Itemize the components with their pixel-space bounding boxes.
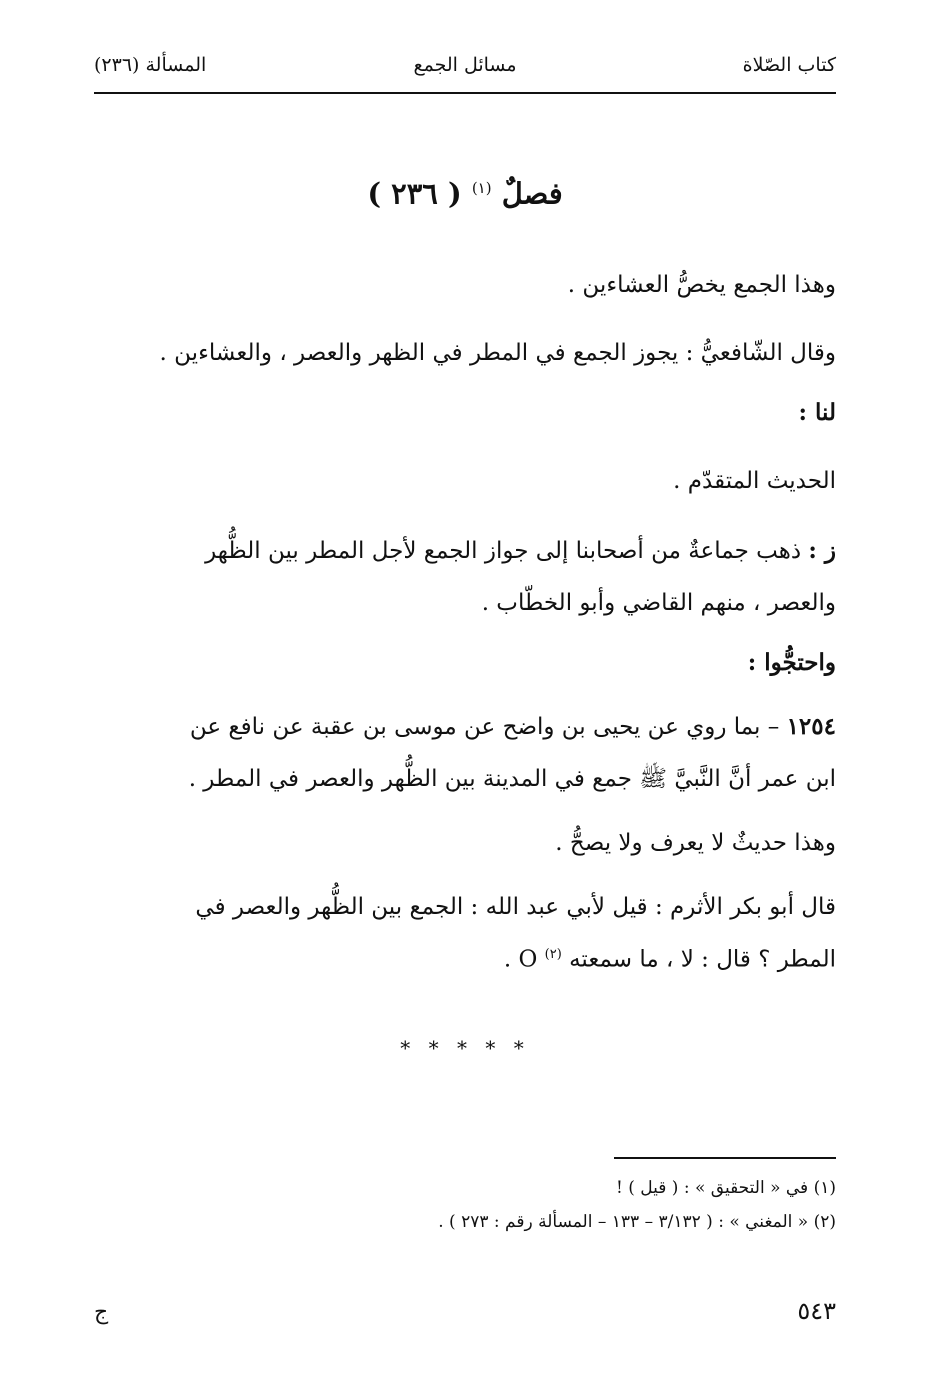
section-number: ( ٢٣٦ ) — [367, 176, 462, 211]
footnote-2: (٢) « المغني » : ( ٣/١٣٢ – ١٣٣ – المسألة رقم : ٢٧٣ ) . — [438, 1212, 836, 1232]
footnote-ref-2: (٢) — [544, 947, 562, 962]
paragraph-1: وهذا الجمع يخصُّ العشاءين . — [567, 272, 836, 298]
hadith-number: ١٢٥٤ — [786, 713, 836, 740]
page-number: ٥٤٣ — [797, 1297, 836, 1325]
hadith-text-1: – بما روي عن يحيى بن واضح عن موسى بن عقبة عن نافع عن — [189, 714, 780, 740]
paragraph-5-text-1: ذهب جماعةٌ من أصحابنا إلى جواز الجمع لأجل المطر بين الظُّهر — [205, 538, 802, 564]
paragraph-9-end: O . — [503, 946, 538, 973]
issue-number: المسألة (٢٣٦) — [94, 54, 207, 76]
section-title: فصلٌ — [501, 176, 563, 211]
paragraph-9-line-2 — [94, 938, 836, 977]
paragraph-9-text-2: المطر ؟ قال : لا ، ما سمعته — [569, 946, 836, 973]
footnote-rule — [614, 1157, 836, 1159]
volume-mark: ج — [94, 1300, 109, 1325]
paragraph-9-line-1: قال أبو بكر الأثرم : قيل لأبي عبد الله : الجمع بين الظُّهر والعصر في — [195, 894, 836, 920]
hadith-line-2: ابن عمر أنَّ النَّبيَّ ﷺ جمع في المدينة بين الظُّهر والعصر في المطر . — [188, 766, 836, 792]
paragraph-4: الحديث المتقدّم . — [673, 468, 836, 494]
running-head — [94, 48, 836, 82]
paragraph-3 — [94, 396, 836, 430]
section-separator: * * * * * — [400, 1036, 530, 1060]
hadith-line-1 — [94, 710, 836, 744]
footnote-ref-1: (١) — [471, 179, 492, 197]
paragraph-6-text: واحتجُّوا : — [747, 649, 836, 676]
section-heading — [94, 166, 836, 216]
chapter-title: مسائل الجمع — [413, 54, 517, 76]
paragraph-3-text: لنا : — [798, 399, 836, 426]
paragraph-8: وهذا حديثٌ لا يعرف ولا يصحُّ . — [555, 830, 836, 856]
book-title: كتاب الصّلاة — [742, 54, 836, 76]
paragraph-2: وقال الشّافعيُّ : يجوز الجمع في المطر في الظهر والعصر ، والعشاءين . — [159, 340, 836, 366]
footnote-1: (١) في « التحقيق » : ( قيل ) ! — [615, 1178, 836, 1198]
paragraph-6 — [94, 646, 836, 680]
zay-marker: ز : — [808, 537, 836, 564]
paragraph-5-line-1 — [94, 534, 836, 568]
paragraph-5-line-2: والعصر ، منهم القاضي وأبو الخطّاب . — [481, 590, 836, 616]
header-rule — [94, 92, 836, 94]
